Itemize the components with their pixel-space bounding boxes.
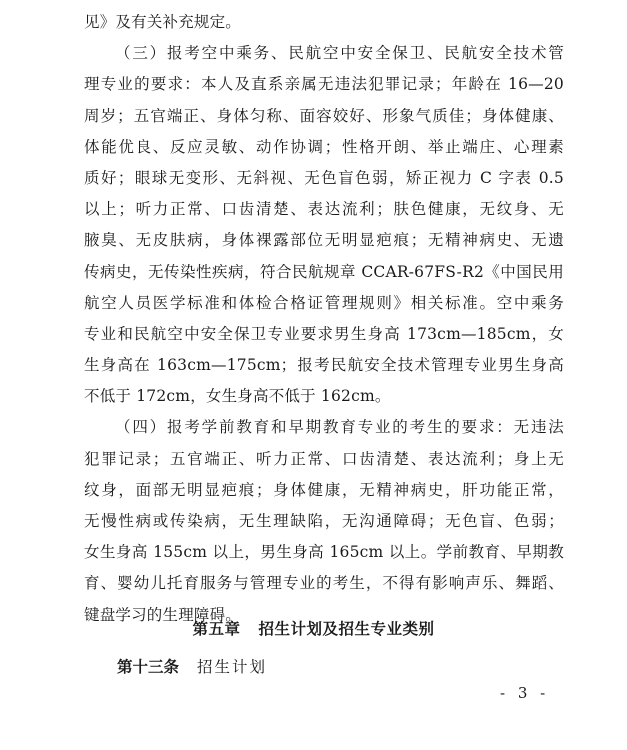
- text-line: 见》及有关补充规定。: [84, 13, 242, 31]
- text-line: 传病史，无传染性疾病，符合民航规章 CCAR-67FS-R2《中国民用: [84, 262, 564, 281]
- article-number: 第十三条: [117, 658, 180, 676]
- text-line: 以上；听力正常、口齿清楚、表达流利；肤色健康，无纹身、无: [84, 200, 564, 219]
- text-line: 女生身高 155cm 以上，男生身高 165cm 以上。学前教育、早期教: [84, 543, 564, 562]
- text-line: 生身高在 163cm—175cm；报考民航安全技术管理专业男生身高: [84, 356, 564, 375]
- text-line: 体能优良、反应灵敏、动作协调；性格开朗、举止端庄、心理素: [84, 137, 564, 156]
- article-title: 招生计划: [197, 658, 268, 676]
- text-line: 质好；眼球无变形、无斜视、无色盲色弱，矫正视力 C 字表 0.5: [84, 168, 564, 187]
- text-line: 纹身，面部无明显疤痕；身体健康，无精神病史，肝功能正常，: [84, 480, 564, 499]
- body-text: [84, 7, 564, 631]
- text-line: 专业和民航空中安全保卫专业要求男生身高 173cm—185cm，女: [84, 324, 564, 343]
- chapter-title: 招生计划及招生专业类别: [258, 620, 435, 638]
- page-number: - 3 -: [500, 684, 550, 702]
- chapter-number: 第五章: [192, 620, 241, 638]
- text-line: （四）报考学前教育和早期教育专业的考生的要求：无违法: [115, 418, 564, 437]
- text-line: 不低于 172cm，女生身高不低于 162cm。: [84, 387, 391, 406]
- chapter-heading: [0, 617, 627, 639]
- text-line: 周岁；五官端正、身体匀称、面容姣好、形象气质佳；身体健康、: [84, 106, 564, 125]
- text-line: 无慢性病或传染病，无生理缺陷，无沟通障碍；无色盲、色弱；: [84, 512, 564, 530]
- text-line: 育、婴幼儿托育服务与管理专业的考生，不得有影响声乐、舞蹈、: [84, 574, 564, 593]
- text-line: 键盘学习的生理障碍。: [84, 605, 242, 624]
- text-line: 犯罪记录；五官端正、听力正常、口齿清楚、表达流利；身上无: [84, 449, 564, 468]
- text-line: 理专业的要求：本人及直系亲属无违法犯罪记录；年龄在 16—20: [84, 75, 564, 94]
- article-heading: [117, 655, 267, 677]
- text-line: 航空人员医学标准和体检合格证管理规则》相关标准。空中乘务: [84, 293, 564, 312]
- text-line: 腋臭、无皮肤病，身体裸露部位无明显疤痕；无精神病史、无遗: [84, 231, 564, 250]
- text-line: （三）报考空中乘务、民航空中安全保卫、民航安全技术管: [115, 44, 564, 63]
